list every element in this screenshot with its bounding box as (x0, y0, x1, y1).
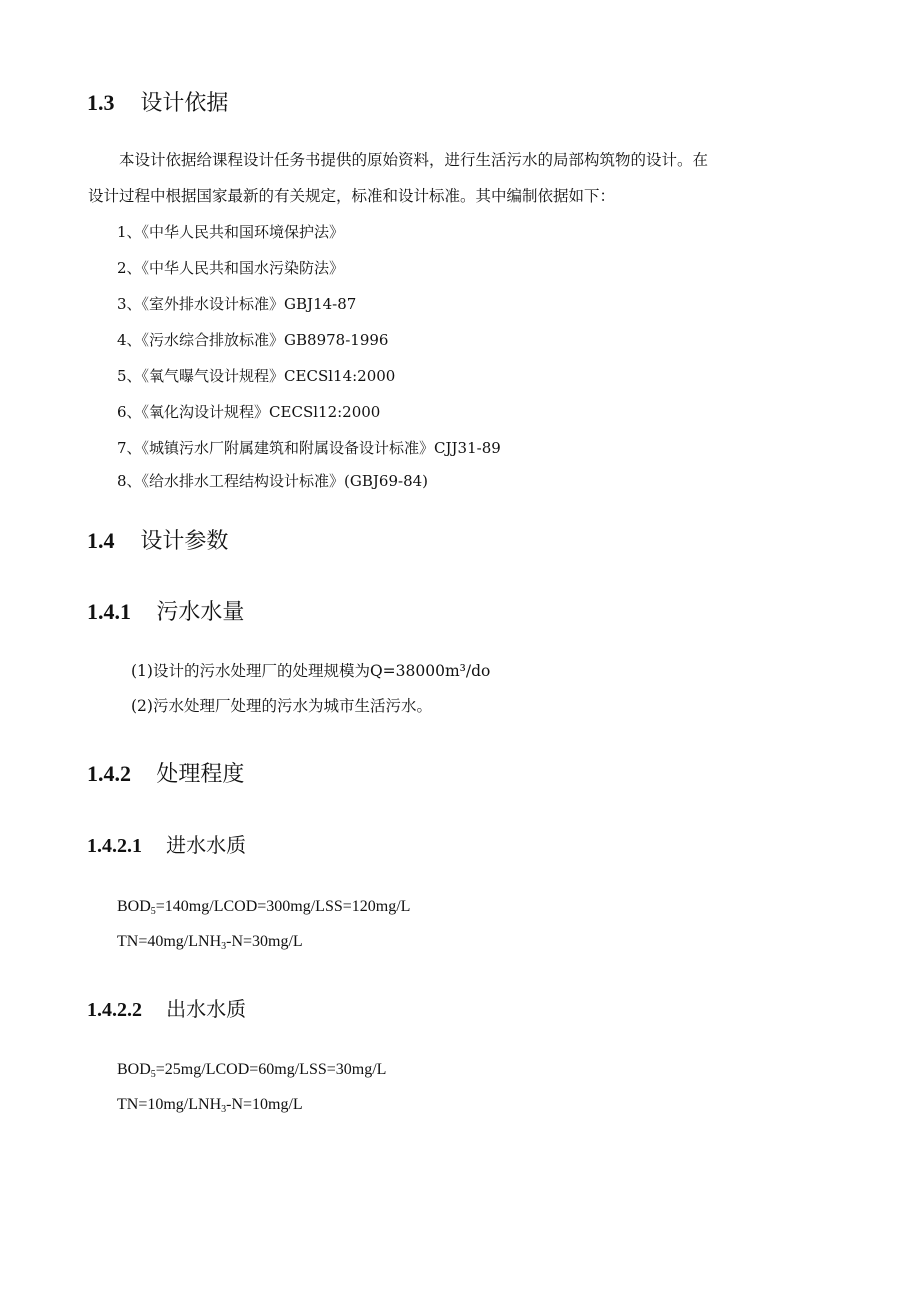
section-heading-1-4 (87, 524, 228, 555)
reference-item: 8、《给水排水工程结构设计标准》(GBJ69-84) (117, 472, 429, 490)
section-number: 1.4 (87, 528, 115, 553)
nh-subscript: 3 (221, 941, 227, 952)
nh-subscript: 3 (221, 1104, 227, 1115)
bod-values: =140mg/LCOD=300mg/LSS=120mg/L (155, 898, 411, 915)
effluent-tn-line (117, 1096, 303, 1115)
flow-item-1: (1)设计的污水处理厂的处理规模为Q=38000m³/do (131, 662, 491, 680)
section-title: 设计依据 (140, 91, 229, 116)
reference-item: 7、《城镇污水厂附属建筑和附属设备设计标准》CJJ31-89 (117, 439, 501, 457)
reference-item: 6、《氧化沟设计规程》CECSl12:2000 (117, 403, 381, 421)
effluent-bod-line (117, 1061, 386, 1080)
section-number: 1.3 (87, 90, 115, 115)
section-heading-1-4-2-1 (87, 829, 246, 858)
influent-bod-line (117, 898, 410, 917)
bod-subscript: 5 (150, 1069, 156, 1080)
section-number: 1.4.2 (87, 761, 131, 786)
flow-item-2: (2)污水处理厂处理的污水为城市生活污水。 (131, 697, 432, 715)
reference-item: 3、《室外排水设计标准》GBJ14-87 (117, 295, 357, 313)
section-heading-1-3 (87, 86, 228, 117)
tn-values: -N=30mg/L (226, 933, 303, 950)
reference-item: 4、《污水综合排放标准》GB8978-1996 (117, 331, 389, 349)
section-number: 1.4.2.1 (87, 835, 142, 857)
reference-item: 5、《氧气曝气设计规程》CECSl14:2000 (117, 367, 396, 385)
section-title: 处理程度 (156, 762, 245, 787)
intro-line-1: 本设计依据给课程设计任务书提供的原始资料，进行生活污水的局部构筑物的设计。在 (119, 151, 709, 169)
tn-values: -N=10mg/L (226, 1096, 303, 1113)
reference-item: 1、《中华人民共和国环境保护法》 (117, 223, 345, 241)
section-number: 1.4.1 (87, 599, 131, 624)
bod-subscript: 5 (150, 906, 156, 917)
bod-label: BOD (117, 1061, 151, 1078)
tn-label: TN=40mg/LNH (117, 933, 222, 950)
section-number: 1.4.2.2 (87, 999, 142, 1021)
influent-tn-line (117, 933, 303, 952)
section-title: 进水水质 (166, 833, 247, 857)
section-title: 出水水质 (166, 997, 247, 1021)
section-heading-1-4-1 (87, 595, 244, 626)
section-heading-1-4-2-2 (87, 993, 246, 1022)
reference-item: 2、《中华人民共和国水污染防法》 (117, 259, 345, 277)
bod-label: BOD (117, 898, 151, 915)
section-heading-1-4-2 (87, 757, 244, 788)
bod-values: =25mg/LCOD=60mg/LSS=30mg/L (155, 1061, 387, 1078)
section-title: 污水水量 (156, 600, 245, 625)
intro-line-2: 设计过程中根据国家最新的有关规定，标准和设计标准。其中编制依据如下： (88, 187, 616, 205)
tn-label: TN=10mg/LNH (117, 1096, 222, 1113)
section-title: 设计参数 (140, 529, 229, 554)
